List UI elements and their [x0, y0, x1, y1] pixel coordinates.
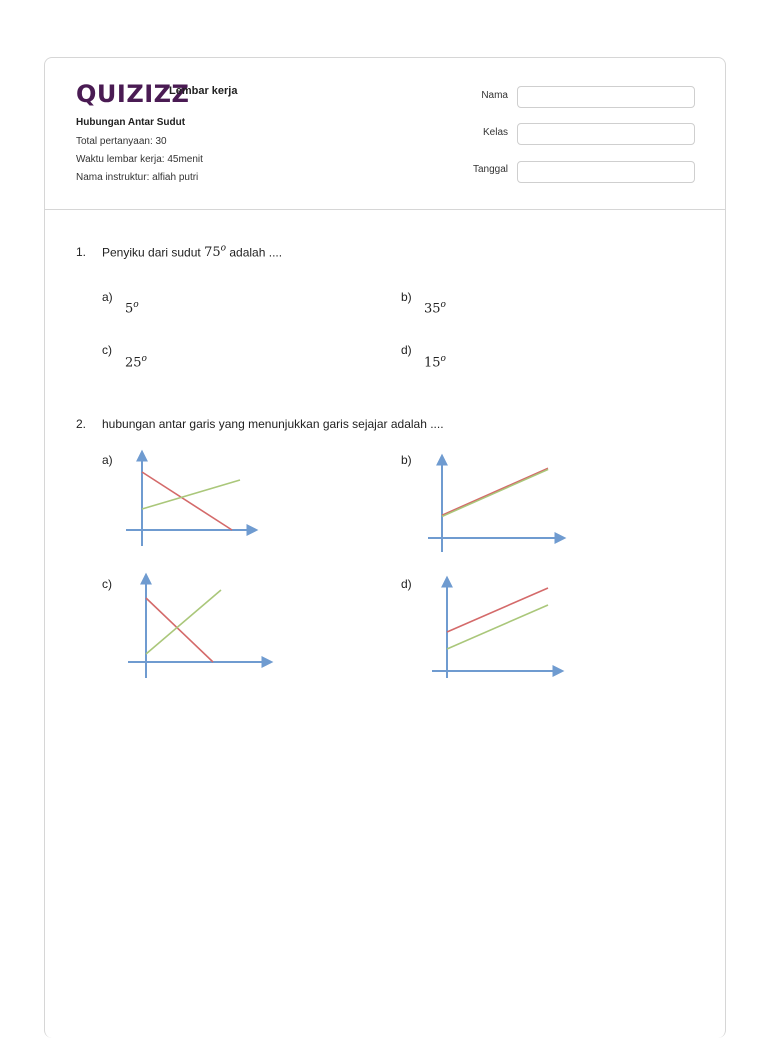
question-1-math-sup: o — [220, 244, 227, 254]
question-2-text: hubungan antar garis yang menunjukkan garis sejajar adalah .... — [102, 417, 444, 431]
q2-option-a-label[interactable]: a) — [102, 453, 113, 467]
q1-option-b-sup: o — [440, 300, 446, 310]
q2-option-d-label[interactable]: d) — [401, 577, 412, 591]
q1-option-d-value — [424, 354, 446, 370]
q2-option-a-graph — [120, 448, 260, 550]
green-line — [142, 480, 240, 509]
instructor-name: Nama instruktur: alfiah putri — [76, 172, 199, 183]
q2-option-c-label[interactable]: c) — [102, 577, 112, 591]
worksheet-header — [45, 58, 725, 210]
q1-option-d-label[interactable]: d) — [401, 343, 412, 357]
q1-option-c-label[interactable]: c) — [102, 343, 112, 357]
red-line — [142, 472, 232, 530]
red-line — [442, 468, 548, 515]
green-line — [146, 590, 221, 654]
q2-option-b-graph — [424, 452, 568, 556]
question-2-number: 2. — [76, 417, 87, 431]
name-label: Nama — [481, 90, 508, 101]
worksheet-type-label: Lembar kerja — [169, 85, 238, 97]
q1-option-c-number: 25 — [125, 355, 142, 371]
q1-option-d-sup: o — [440, 354, 446, 364]
total-questions: Total pertanyaan: 30 — [76, 136, 167, 147]
worksheet-time: Waktu lembar kerja: 45menit — [76, 154, 203, 165]
green-line — [447, 605, 548, 649]
question-1-math — [204, 245, 226, 260]
q2-option-b-label[interactable]: b) — [401, 453, 412, 467]
q1-option-a-number: 5 — [125, 301, 134, 317]
q1-option-c-sup: o — [141, 354, 147, 364]
q1-option-b-number: 35 — [424, 301, 441, 317]
class-field[interactable] — [517, 123, 695, 145]
question-1-text-after: adalah .... — [226, 245, 283, 260]
date-label: Tanggal — [472, 164, 508, 175]
question-1-number: 1. — [76, 245, 87, 259]
q2-option-c-graph — [124, 572, 274, 682]
red-line — [146, 598, 213, 662]
name-field[interactable] — [517, 86, 695, 108]
question-1-text-before: Penyiku dari sudut — [102, 245, 205, 260]
date-field[interactable] — [517, 161, 695, 183]
q1-option-b-value — [424, 300, 446, 316]
worksheet-title: Hubungan Antar Sudut — [76, 117, 186, 128]
q1-option-a-label[interactable]: a) — [102, 290, 113, 304]
q1-option-c-value — [125, 354, 147, 370]
red-line — [447, 588, 548, 632]
q1-option-a-value — [125, 300, 139, 316]
q2-option-d-graph — [430, 574, 566, 682]
green-line — [442, 469, 548, 516]
question-1-math-value: 75 — [204, 245, 221, 261]
class-label: Kelas — [482, 127, 508, 138]
q1-option-a-sup: o — [133, 300, 139, 310]
q1-option-b-label[interactable]: b) — [401, 290, 412, 304]
question-1-text — [102, 244, 282, 260]
q1-option-d-number: 15 — [424, 355, 441, 371]
quizizz-logo: QUIZIZZ — [76, 80, 190, 108]
